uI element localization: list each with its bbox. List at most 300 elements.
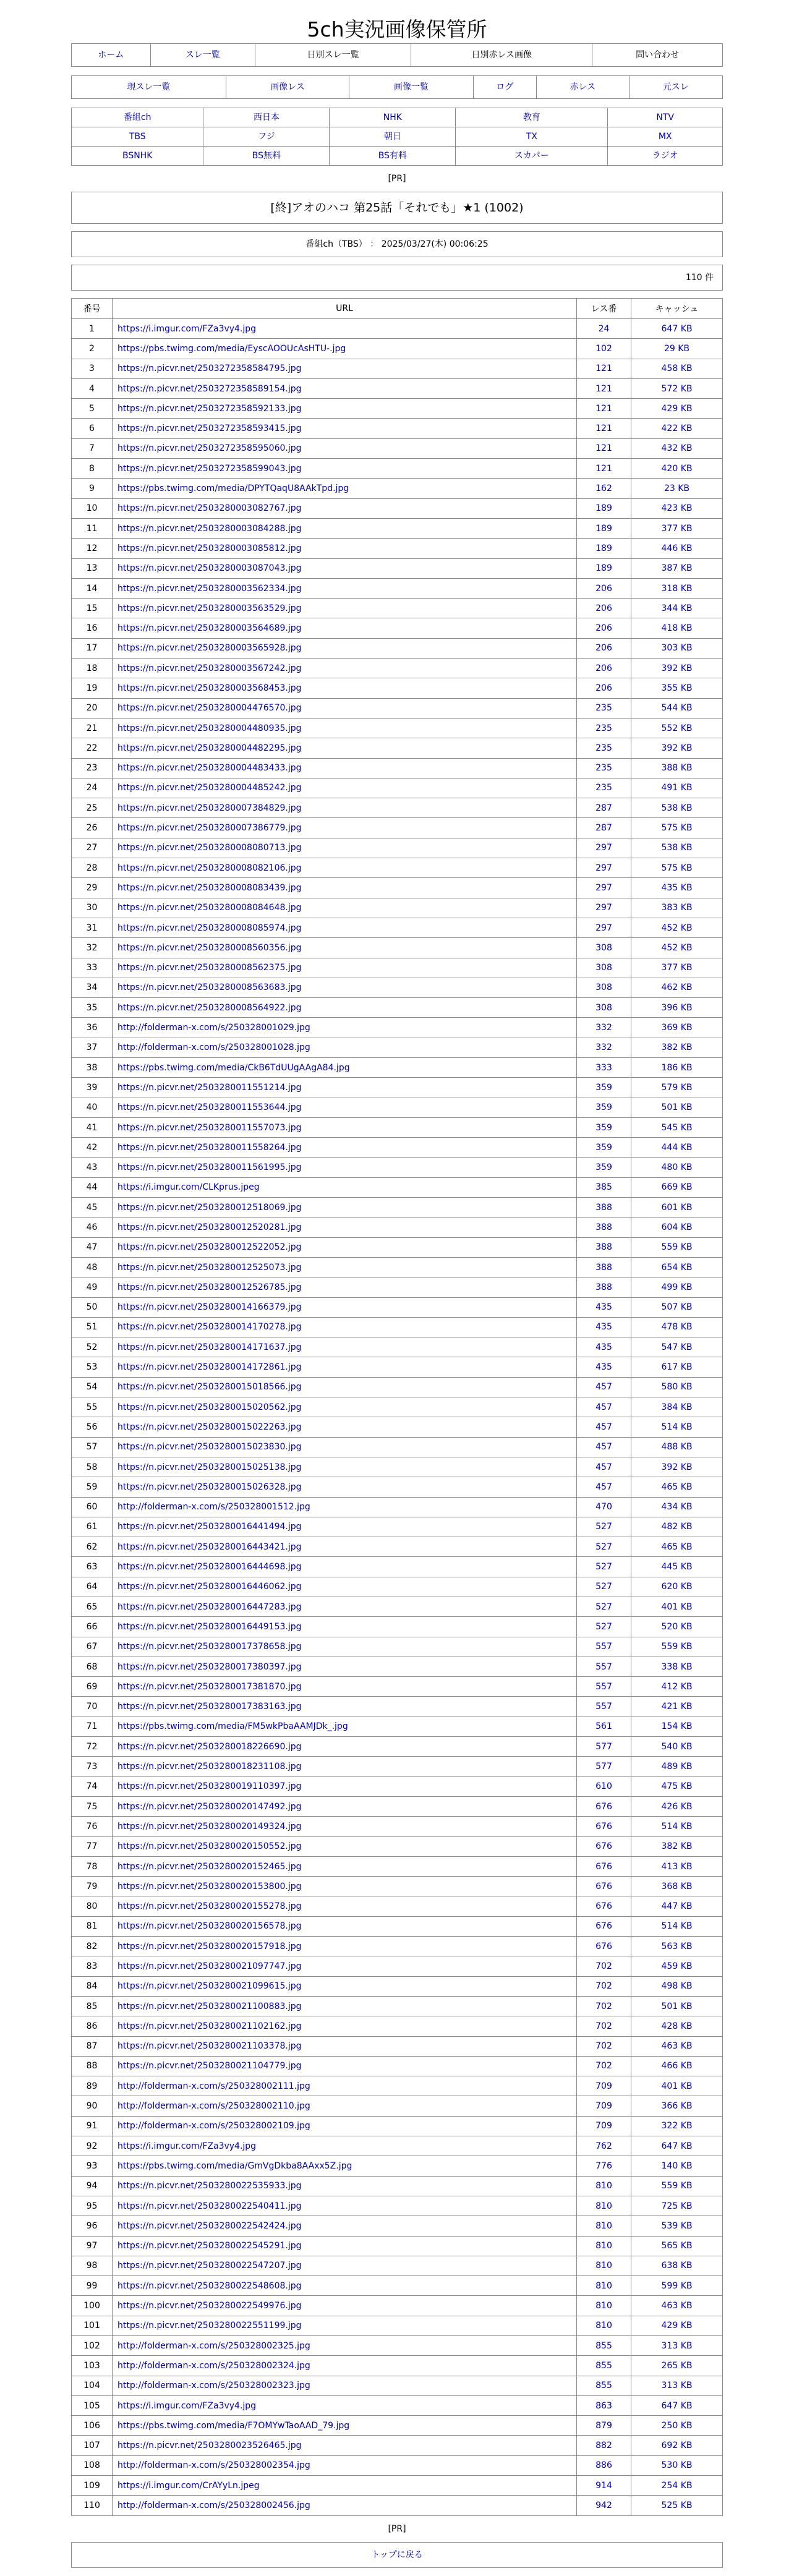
res-number[interactable] <box>577 1198 631 1218</box>
image-url[interactable] <box>113 518 577 538</box>
res-number-link[interactable]: 189 <box>596 503 612 514</box>
image-url-link[interactable]: https://n.picvr.net/2503280016443421.jpg <box>117 1542 302 1552</box>
cache-size-link[interactable]: 412 KB <box>661 1681 693 1692</box>
res-number-link[interactable]: 810 <box>596 2220 612 2231</box>
cache-size[interactable] <box>631 1717 723 1736</box>
cache-size-link[interactable]: 538 KB <box>661 803 693 813</box>
res-number[interactable] <box>577 1018 631 1038</box>
cache-size[interactable] <box>631 1277 723 1297</box>
image-url[interactable] <box>113 1437 577 1457</box>
res-number[interactable] <box>577 2356 631 2376</box>
image-url-link[interactable]: https://n.picvr.net/2503280020156578.jpg <box>117 1921 302 1932</box>
image-url[interactable] <box>113 1078 577 1098</box>
cache-size[interactable] <box>631 2176 723 2196</box>
res-number-link[interactable]: 557 <box>596 1661 612 1672</box>
res-number-link[interactable]: 527 <box>596 1542 612 1552</box>
nav-thread-list[interactable] <box>150 44 255 67</box>
image-url[interactable] <box>113 539 577 558</box>
subnav-original-thread[interactable] <box>629 76 722 99</box>
image-url-link[interactable]: https://i.imgur.com/FZa3vy4.jpg <box>117 2141 257 2151</box>
res-number[interactable] <box>577 1057 631 1077</box>
cache-size-link[interactable]: 420 KB <box>661 463 693 474</box>
image-url[interactable] <box>113 1257 577 1277</box>
res-number-link[interactable]: 557 <box>596 1681 612 1692</box>
image-url-link[interactable]: https://n.picvr.net/2503280020157918.jpg <box>117 1941 302 1951</box>
cache-size-link[interactable]: 530 KB <box>661 2460 693 2471</box>
cache-size-link[interactable]: 369 KB <box>661 1023 693 1033</box>
cache-size[interactable] <box>631 698 723 718</box>
cache-size[interactable] <box>631 1057 723 1077</box>
cache-size[interactable] <box>631 1657 723 1676</box>
cache-size-link[interactable]: 579 KB <box>661 1082 693 1093</box>
cache-size-link[interactable]: 559 KB <box>661 1242 693 1253</box>
image-url[interactable] <box>113 2416 577 2436</box>
res-number-link[interactable]: 24 <box>598 323 610 334</box>
image-url-link[interactable]: https://n.picvr.net/2503280021099615.jpg <box>117 1981 302 1992</box>
image-url-link[interactable]: https://n.picvr.net/2503280017378658.jpg <box>117 1642 302 1652</box>
cache-size-link[interactable]: 480 KB <box>661 1162 693 1173</box>
cache-size[interactable] <box>631 738 723 758</box>
cache-size[interactable] <box>631 818 723 838</box>
res-number-link[interactable]: 702 <box>596 2021 612 2031</box>
cache-size[interactable] <box>631 618 723 638</box>
res-number[interactable] <box>577 1177 631 1197</box>
image-url[interactable] <box>113 1337 577 1357</box>
image-url[interactable] <box>113 1417 577 1437</box>
cache-size[interactable] <box>631 1836 723 1856</box>
res-number[interactable] <box>577 378 631 398</box>
image-url[interactable] <box>113 878 577 898</box>
res-number-link[interactable]: 308 <box>596 963 612 973</box>
res-number[interactable] <box>577 1577 631 1597</box>
res-number[interactable] <box>577 2016 631 2036</box>
subnav-image-res-link[interactable]: 画像レス <box>270 82 305 92</box>
image-url[interactable] <box>113 1677 577 1697</box>
res-number[interactable] <box>577 2276 631 2296</box>
res-number[interactable] <box>577 438 631 458</box>
image-url[interactable] <box>113 938 577 958</box>
cache-size[interactable] <box>631 319 723 339</box>
image-url-link[interactable]: http://folderman-x.com/s/250328002354.jpg <box>117 2460 310 2471</box>
image-url[interactable] <box>113 1397 577 1417</box>
image-url[interactable] <box>113 2496 577 2515</box>
image-url[interactable] <box>113 2036 577 2056</box>
res-number[interactable] <box>577 778 631 798</box>
image-url[interactable] <box>113 1717 577 1736</box>
cache-size-link[interactable]: 452 KB <box>661 923 693 933</box>
cache-size-link[interactable]: 344 KB <box>661 603 693 613</box>
res-number-link[interactable]: 610 <box>596 1781 612 1792</box>
res-number[interactable] <box>577 2395 631 2415</box>
subnav-log[interactable] <box>473 76 536 99</box>
channel-cell[interactable] <box>203 127 330 147</box>
cache-size[interactable] <box>631 2196 723 2216</box>
cache-size[interactable] <box>631 498 723 518</box>
res-number[interactable] <box>577 698 631 718</box>
channel-link[interactable]: 西日本 <box>253 113 280 122</box>
cache-size[interactable] <box>631 2316 723 2335</box>
res-number-link[interactable]: 527 <box>596 1522 612 1532</box>
cache-size[interactable] <box>631 1337 723 1357</box>
res-number[interactable] <box>577 1277 631 1297</box>
cache-size-link[interactable]: 647 KB <box>661 323 693 334</box>
cache-size-link[interactable]: 620 KB <box>661 1582 693 1592</box>
image-url[interactable] <box>113 738 577 758</box>
cache-size-link[interactable]: 429 KB <box>661 2321 693 2331</box>
image-url[interactable] <box>113 718 577 738</box>
image-url-link[interactable]: https://pbs.twimg.com/media/GmVgDkba8AAxx5Z.jpg <box>117 2160 352 2171</box>
res-number[interactable] <box>577 1138 631 1158</box>
cache-size-link[interactable]: 465 KB <box>661 1482 693 1492</box>
image-url[interactable] <box>113 1117 577 1137</box>
image-url-link[interactable]: https://n.picvr.net/2503280018231108.jpg <box>117 1762 302 1772</box>
image-url[interactable] <box>113 1537 577 1557</box>
image-url[interactable] <box>113 918 577 937</box>
image-url[interactable] <box>113 2316 577 2335</box>
res-number[interactable] <box>577 2496 631 2515</box>
cache-size-link[interactable]: 465 KB <box>661 1542 693 1552</box>
cache-size[interactable] <box>631 1477 723 1497</box>
image-url[interactable] <box>113 2176 577 2196</box>
image-url-link[interactable]: https://n.picvr.net/2503280003567242.jpg <box>117 663 302 673</box>
res-number[interactable] <box>577 558 631 578</box>
res-number-link[interactable]: 235 <box>596 723 612 733</box>
cache-size-link[interactable]: 514 KB <box>661 1821 693 1832</box>
image-url[interactable] <box>113 778 577 798</box>
res-number-link[interactable]: 879 <box>596 2420 612 2431</box>
cache-size[interactable] <box>631 678 723 698</box>
res-number-link[interactable]: 359 <box>596 1162 612 1173</box>
channel-cell[interactable] <box>203 108 330 127</box>
image-url-link[interactable]: https://pbs.twimg.com/media/DPYTQaqU8AAkTpd.jpg <box>117 484 349 494</box>
image-url-link[interactable]: https://n.picvr.net/2503280017383163.jpg <box>117 1702 302 1712</box>
image-url-link[interactable]: http://folderman-x.com/s/250328002325.jpg <box>117 2340 310 2351</box>
image-url-link[interactable]: https://n.picvr.net/2503280016446062.jpg <box>117 1582 302 1592</box>
cache-size[interactable] <box>631 1138 723 1158</box>
cache-size-link[interactable]: 392 KB <box>661 1462 693 1472</box>
nav-contact-link[interactable]: 問い合わせ <box>636 50 680 60</box>
cache-size[interactable] <box>631 1437 723 1457</box>
res-number-link[interactable]: 287 <box>596 823 612 834</box>
cache-size-link[interactable]: 544 KB <box>661 703 693 714</box>
res-number[interactable] <box>577 498 631 518</box>
res-number[interactable] <box>577 1377 631 1397</box>
res-number[interactable] <box>577 1517 631 1537</box>
channel-cell[interactable] <box>456 108 608 127</box>
image-url-link[interactable]: https://n.picvr.net/2503280014170278.jpg <box>117 1322 302 1333</box>
res-number-link[interactable]: 102 <box>596 343 612 354</box>
cache-size-link[interactable]: 491 KB <box>661 783 693 793</box>
cache-size-link[interactable]: 418 KB <box>661 623 693 634</box>
cache-size[interactable] <box>631 1357 723 1377</box>
res-number[interactable] <box>577 1158 631 1177</box>
res-number-link[interactable]: 810 <box>596 2280 612 2291</box>
image-url-link[interactable]: https://n.picvr.net/2503280015023830.jpg <box>117 1442 302 1452</box>
image-url-link[interactable]: https://n.picvr.net/2503280018226690.jpg <box>117 1741 302 1752</box>
image-url-link[interactable]: https://n.picvr.net/2503272358592133.jpg <box>117 403 302 414</box>
cache-size-link[interactable]: 435 KB <box>661 882 693 893</box>
res-number-link[interactable]: 385 <box>596 1182 612 1193</box>
image-url[interactable] <box>113 2395 577 2415</box>
cache-size-link[interactable]: 429 KB <box>661 403 693 414</box>
image-url-link[interactable]: https://n.picvr.net/2503280003565928.jpg <box>117 643 302 654</box>
cache-size-link[interactable]: 669 KB <box>661 1182 693 1193</box>
image-url[interactable] <box>113 1277 577 1297</box>
cache-size[interactable] <box>631 2016 723 2036</box>
res-number-link[interactable]: 709 <box>596 2121 612 2131</box>
channel-link[interactable]: フジ <box>258 132 275 142</box>
cache-size-link[interactable]: 565 KB <box>661 2241 693 2251</box>
image-url[interactable] <box>113 1198 577 1218</box>
res-number-link[interactable]: 702 <box>596 2061 612 2071</box>
cache-size[interactable] <box>631 1018 723 1038</box>
res-number-link[interactable]: 457 <box>596 1482 612 1492</box>
cache-size-link[interactable]: 401 KB <box>661 1601 693 1612</box>
cache-size[interactable] <box>631 1916 723 1936</box>
image-url-link[interactable]: https://n.picvr.net/2503280023526465.jpg <box>117 2441 302 2451</box>
res-number-link[interactable]: 676 <box>596 1881 612 1891</box>
subnav-current-threads[interactable] <box>72 76 226 99</box>
res-number-link[interactable]: 287 <box>596 803 612 813</box>
cache-size-link[interactable]: 552 KB <box>661 723 693 733</box>
cache-size-link[interactable]: 313 KB <box>661 2340 693 2351</box>
cache-size-link[interactable]: 489 KB <box>661 1762 693 1772</box>
image-url[interactable] <box>113 1657 577 1676</box>
image-url-link[interactable]: https://n.picvr.net/2503280008563683.jpg <box>117 983 302 993</box>
res-number[interactable] <box>577 998 631 1018</box>
nav-daily-threads[interactable] <box>255 44 411 67</box>
image-url-link[interactable]: https://pbs.twimg.com/media/FM5wkPbaAAMJDk_.jpg <box>117 1721 348 1732</box>
channel-cell[interactable] <box>456 147 608 166</box>
image-url-link[interactable]: https://n.picvr.net/2503280008562375.jpg <box>117 963 302 973</box>
cache-size[interactable] <box>631 1537 723 1557</box>
image-url-link[interactable]: https://n.picvr.net/2503280003082767.jpg <box>117 503 302 514</box>
channel-cell[interactable] <box>456 127 608 147</box>
cache-size[interactable] <box>631 2116 723 2136</box>
res-number[interactable] <box>577 918 631 937</box>
cache-size[interactable] <box>631 518 723 538</box>
res-number[interactable] <box>577 1937 631 1956</box>
res-number-link[interactable]: 457 <box>596 1462 612 1472</box>
cache-size[interactable] <box>631 599 723 618</box>
res-number[interactable] <box>577 518 631 538</box>
res-number-link[interactable]: 235 <box>596 763 612 774</box>
cache-size[interactable] <box>631 1218 723 1237</box>
subnav-current-threads-link[interactable]: 現スレ一覧 <box>127 82 171 92</box>
image-url[interactable] <box>113 958 577 978</box>
cache-size[interactable] <box>631 938 723 958</box>
cache-size[interactable] <box>631 1497 723 1517</box>
image-url-link[interactable]: https://n.picvr.net/2503280011561995.jpg <box>117 1162 302 1173</box>
cache-size[interactable] <box>631 1257 723 1277</box>
cache-size[interactable] <box>631 2496 723 2515</box>
res-number-link[interactable]: 162 <box>596 484 612 494</box>
image-url-link[interactable]: https://n.picvr.net/2503280004480935.jpg <box>117 723 302 733</box>
res-number[interactable] <box>577 2376 631 2395</box>
image-url-link[interactable]: http://folderman-x.com/s/250328001512.jpg <box>117 1502 310 1512</box>
image-url[interactable] <box>113 2276 577 2296</box>
cache-size-link[interactable]: 466 KB <box>661 2061 693 2071</box>
image-url[interactable] <box>113 2376 577 2395</box>
res-number[interactable] <box>577 1218 631 1237</box>
cache-size[interactable] <box>631 539 723 558</box>
image-url-link[interactable]: https://n.picvr.net/2503280015025138.jpg <box>117 1462 302 1472</box>
image-url[interactable] <box>113 479 577 498</box>
image-url[interactable] <box>113 1177 577 1197</box>
res-number-link[interactable]: 942 <box>596 2501 612 2510</box>
cache-size-link[interactable]: 647 KB <box>661 2400 693 2411</box>
res-number[interactable] <box>577 1877 631 1896</box>
cache-size[interactable] <box>631 1038 723 1057</box>
res-number-link[interactable]: 527 <box>596 1601 612 1612</box>
res-number[interactable] <box>577 2036 631 2056</box>
res-number[interactable] <box>577 1257 631 1277</box>
res-number-link[interactable]: 676 <box>596 1801 612 1812</box>
res-number-link[interactable]: 121 <box>596 443 612 454</box>
image-url[interactable] <box>113 1018 577 1038</box>
cache-size[interactable] <box>631 378 723 398</box>
res-number-link[interactable]: 359 <box>596 1142 612 1153</box>
image-url-link[interactable]: https://n.picvr.net/2503280008082106.jpg <box>117 863 302 873</box>
cache-size[interactable] <box>631 1117 723 1137</box>
image-url-link[interactable]: https://i.imgur.com/FZa3vy4.jpg <box>117 323 257 334</box>
res-number-link[interactable]: 206 <box>596 583 612 594</box>
back-to-top[interactable] <box>71 2542 723 2568</box>
image-url-link[interactable]: https://n.picvr.net/2503280020155278.jpg <box>117 1901 302 1912</box>
cache-size[interactable] <box>631 2036 723 2056</box>
image-url[interactable] <box>113 378 577 398</box>
res-number[interactable] <box>577 1776 631 1796</box>
image-url-link[interactable]: https://n.picvr.net/2503280003564689.jpg <box>117 623 302 634</box>
image-url-link[interactable]: https://n.picvr.net/2503280007386779.jpg <box>117 823 302 834</box>
image-url[interactable] <box>113 339 577 359</box>
res-number[interactable] <box>577 1836 631 1856</box>
image-url-link[interactable]: https://n.picvr.net/2503280015026328.jpg <box>117 1482 302 1492</box>
image-url-link[interactable]: https://n.picvr.net/2503280021102162.jpg <box>117 2021 302 2031</box>
image-url[interactable] <box>113 1856 577 1876</box>
cache-size[interactable] <box>631 1177 723 1197</box>
cache-size[interactable] <box>631 2056 723 2076</box>
res-number[interactable] <box>577 459 631 479</box>
cache-size[interactable] <box>631 459 723 479</box>
res-number-link[interactable]: 121 <box>596 383 612 394</box>
image-url[interactable] <box>113 858 577 878</box>
res-number-link[interactable]: 702 <box>596 1981 612 1992</box>
subnav-red-res-link[interactable]: 赤レス <box>570 82 596 92</box>
res-number[interactable] <box>577 2216 631 2236</box>
res-number[interactable] <box>577 1796 631 1816</box>
cache-size-link[interactable]: 725 KB <box>661 2201 693 2211</box>
cache-size[interactable] <box>631 419 723 438</box>
res-number-link[interactable]: 702 <box>596 1961 612 1971</box>
image-url-link[interactable]: https://n.picvr.net/2503280003563529.jpg <box>117 603 302 613</box>
image-url[interactable] <box>113 1317 577 1337</box>
res-number-link[interactable]: 308 <box>596 1002 612 1013</box>
cache-size[interactable] <box>631 1697 723 1717</box>
image-url[interactable] <box>113 1218 577 1237</box>
image-url[interactable] <box>113 1877 577 1896</box>
image-url[interactable] <box>113 2156 577 2176</box>
image-url-link[interactable]: https://n.picvr.net/2503280012526785.jpg <box>117 1282 302 1292</box>
cache-size-link[interactable]: 458 KB <box>661 364 693 374</box>
res-number[interactable] <box>577 1617 631 1637</box>
res-number-link[interactable]: 855 <box>596 2381 612 2391</box>
res-number-link[interactable]: 810 <box>596 2261 612 2271</box>
cache-size-link[interactable]: 647 KB <box>661 2141 693 2151</box>
image-url-link[interactable]: https://n.picvr.net/2503280003084288.jpg <box>117 523 302 534</box>
cache-size[interactable] <box>631 2395 723 2415</box>
image-url[interactable] <box>113 2016 577 2036</box>
cache-size[interactable] <box>631 359 723 378</box>
image-url[interactable] <box>113 978 577 997</box>
cache-size[interactable] <box>631 479 723 498</box>
res-number-link[interactable]: 388 <box>596 1222 612 1232</box>
image-url-link[interactable]: https://n.picvr.net/2503280022535933.jpg <box>117 2181 302 2191</box>
image-url-link[interactable]: https://n.picvr.net/2503280011558264.jpg <box>117 1142 302 1153</box>
cache-size-link[interactable]: 382 KB <box>661 1841 693 1852</box>
image-url[interactable] <box>113 1776 577 1796</box>
res-number[interactable] <box>577 2455 631 2475</box>
subnav-original-thread-link[interactable]: 元スレ <box>662 82 689 92</box>
cache-size-link[interactable]: 388 KB <box>661 763 693 774</box>
res-number[interactable] <box>577 479 631 498</box>
image-url-link[interactable]: https://n.picvr.net/2503280008083439.jpg <box>117 882 302 893</box>
res-number[interactable] <box>577 1597 631 1617</box>
image-url[interactable] <box>113 798 577 818</box>
channel-cell[interactable] <box>72 127 203 147</box>
image-url[interactable] <box>113 1597 577 1617</box>
res-number-link[interactable]: 810 <box>596 2241 612 2251</box>
cache-size-link[interactable]: 599 KB <box>661 2280 693 2291</box>
image-url[interactable] <box>113 2436 577 2455</box>
cache-size[interactable] <box>631 2455 723 2475</box>
back-to-top-link[interactable]: トップに戻る <box>371 2549 423 2560</box>
image-url-link[interactable]: https://n.picvr.net/2503280016441494.jpg <box>117 1522 302 1532</box>
image-url-link[interactable]: https://n.picvr.net/2503280020150552.jpg <box>117 1841 302 1852</box>
cache-size-link[interactable]: 446 KB <box>661 543 693 553</box>
cache-size[interactable] <box>631 778 723 798</box>
nav-home-link[interactable]: ホーム <box>98 50 124 60</box>
cache-size-link[interactable]: 250 KB <box>661 2420 693 2431</box>
cache-size-link[interactable]: 501 KB <box>661 2001 693 2011</box>
res-number[interactable] <box>577 599 631 618</box>
image-url[interactable] <box>113 1577 577 1597</box>
cache-size-link[interactable]: 462 KB <box>661 983 693 993</box>
res-number-link[interactable]: 676 <box>596 1901 612 1912</box>
image-url[interactable] <box>113 1996 577 2016</box>
cache-size-link[interactable]: 413 KB <box>661 1861 693 1872</box>
res-number-link[interactable]: 435 <box>596 1322 612 1333</box>
image-url-link[interactable]: https://n.picvr.net/2503280021100883.jpg <box>117 2001 302 2011</box>
image-url[interactable] <box>113 998 577 1018</box>
cache-size-link[interactable]: 368 KB <box>661 1881 693 1891</box>
image-url[interactable] <box>113 2136 577 2156</box>
res-number[interactable] <box>577 578 631 598</box>
image-url[interactable] <box>113 1057 577 1077</box>
image-url[interactable] <box>113 1038 577 1057</box>
res-number-link[interactable]: 676 <box>596 1821 612 1832</box>
image-url-link[interactable]: https://n.picvr.net/2503280007384829.jpg <box>117 803 302 813</box>
res-number-link[interactable]: 206 <box>596 623 612 634</box>
image-url-link[interactable]: https://n.picvr.net/2503272358593415.jpg <box>117 424 302 434</box>
res-number[interactable] <box>577 978 631 997</box>
res-number-link[interactable]: 457 <box>596 1382 612 1392</box>
channel-link[interactable]: NTV <box>656 113 674 122</box>
cache-size[interactable] <box>631 1237 723 1257</box>
res-number[interactable] <box>577 1397 631 1417</box>
image-url[interactable] <box>113 1557 577 1577</box>
res-number[interactable] <box>577 818 631 838</box>
